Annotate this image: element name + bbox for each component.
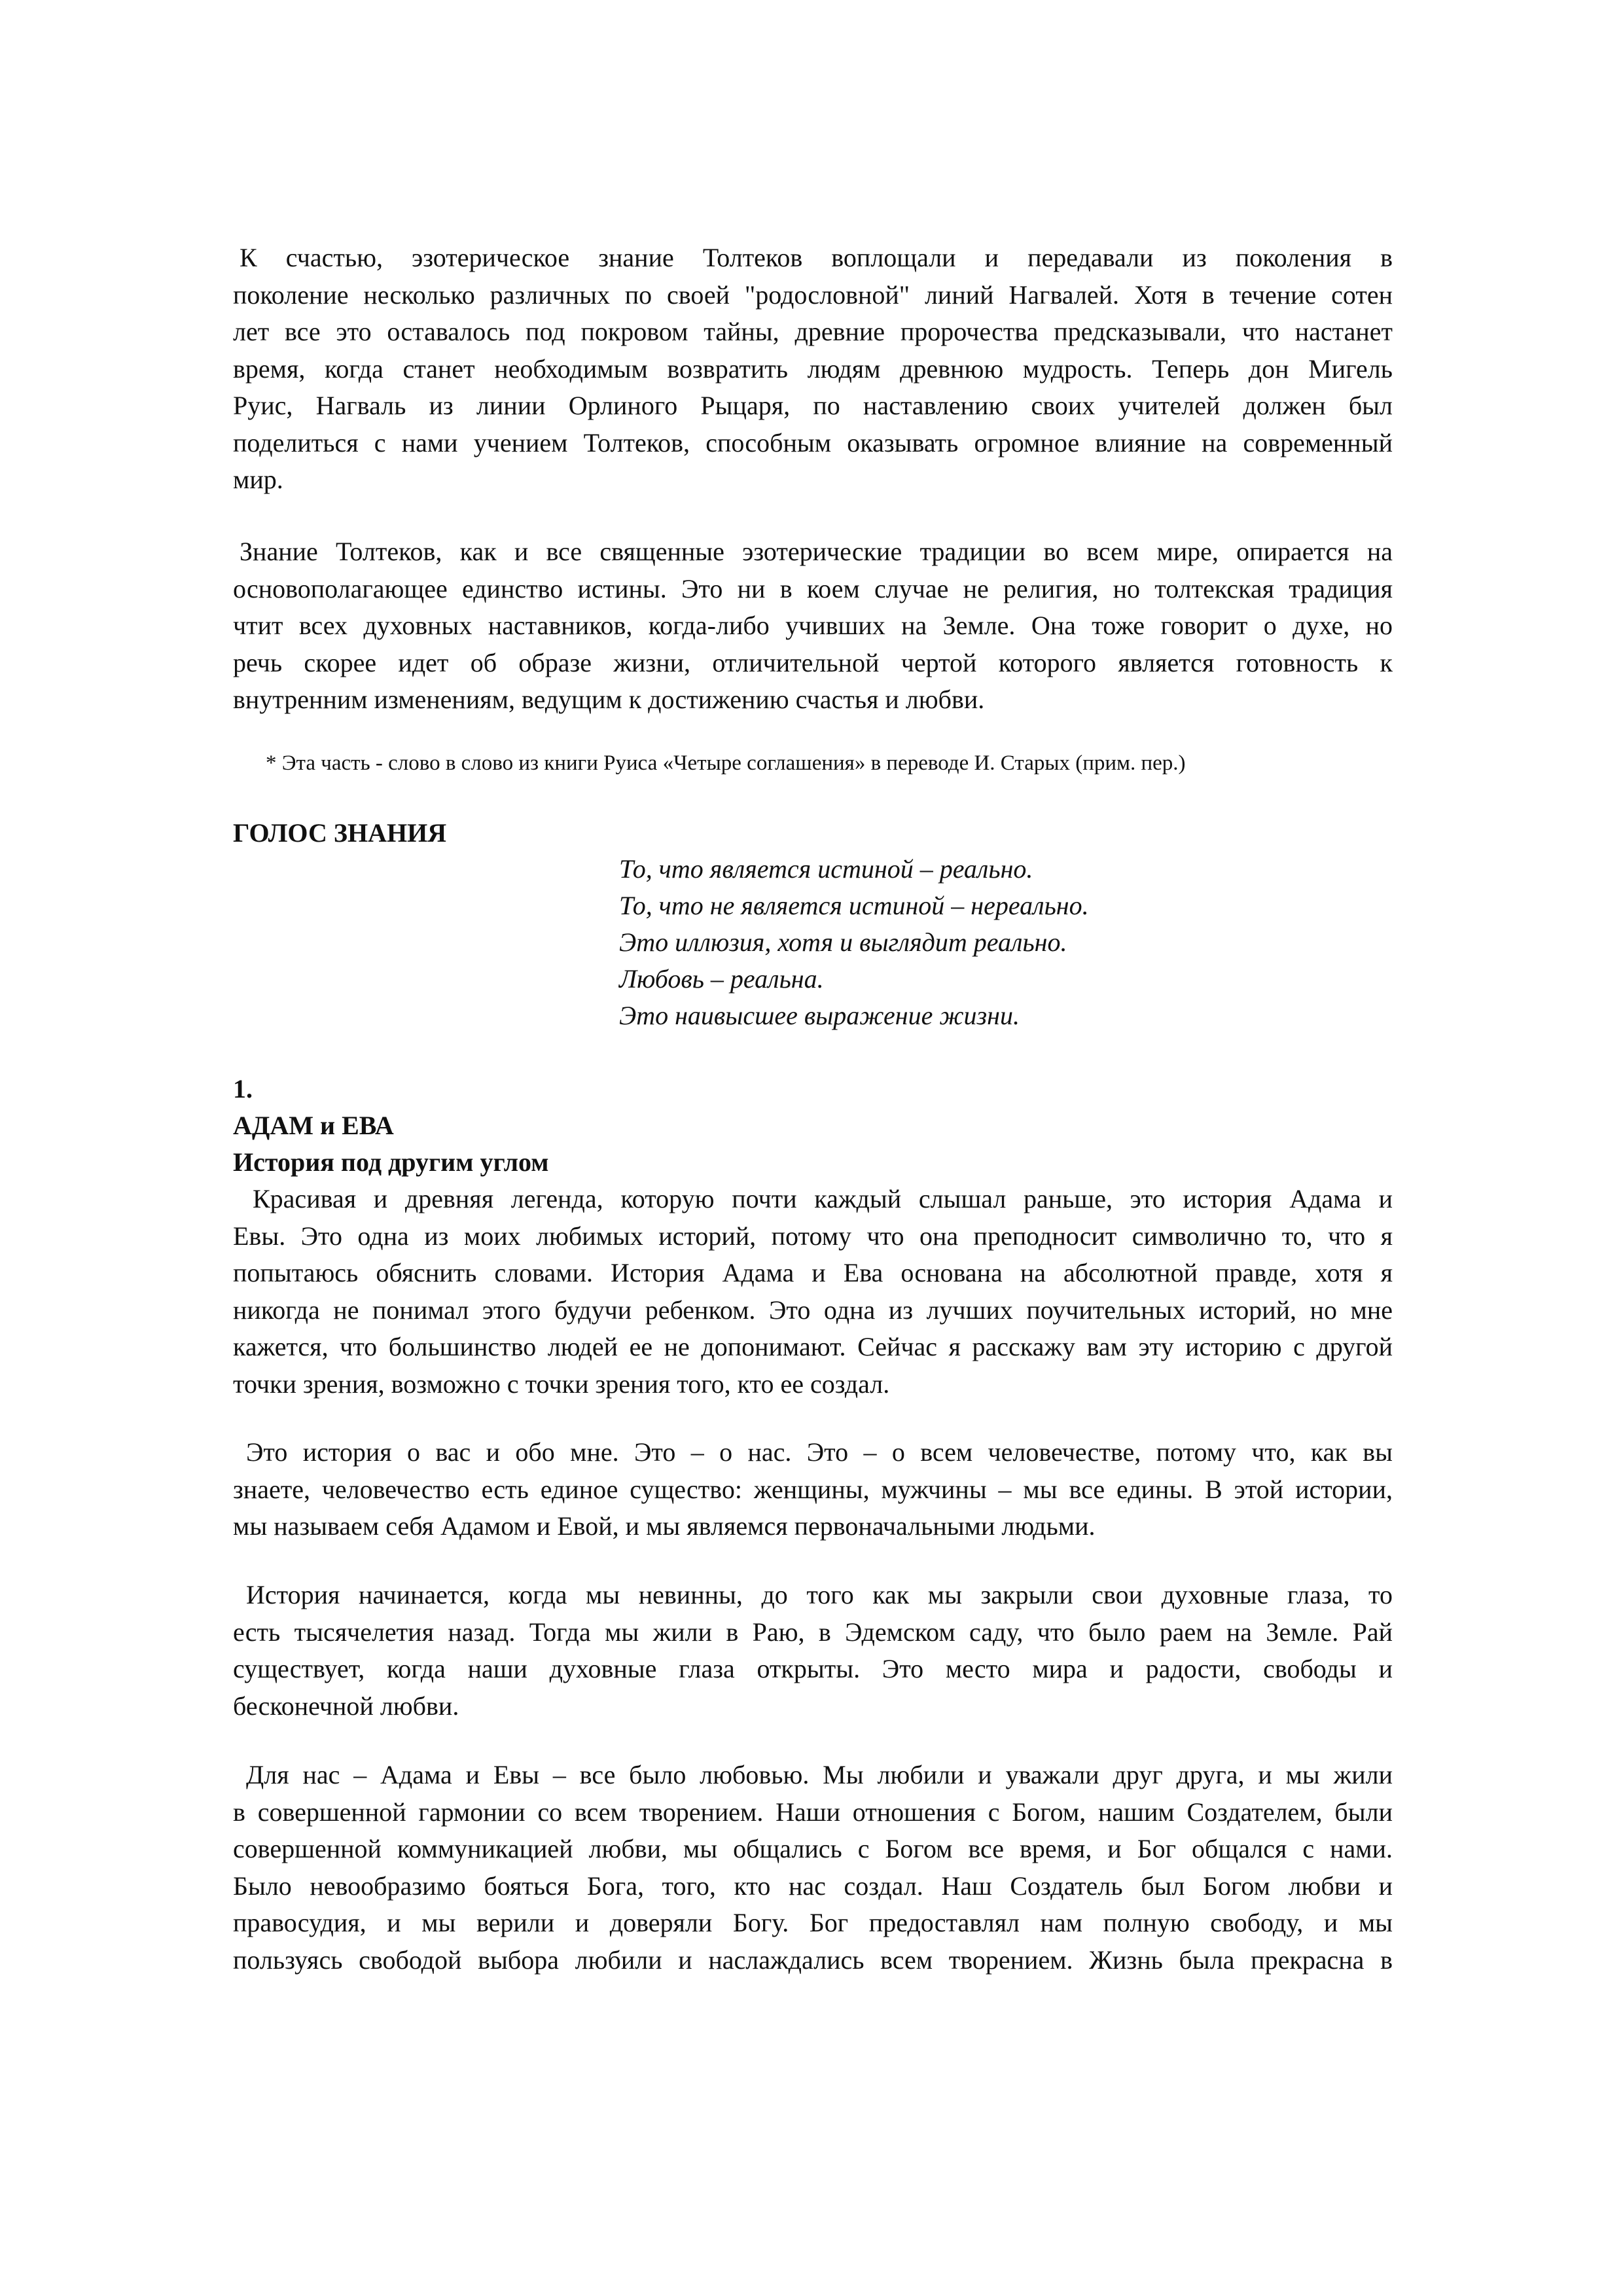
text-line: бесконечной любви. — [233, 1691, 459, 1721]
chapter-paragraph-2 — [233, 1434, 1393, 1545]
text-line: никогда не понимал этого будучи ребенком. Это одна из лучших поучительных историй, но мне — [233, 1295, 1393, 1325]
footnote-text: * Эта часть - слово в слово из книги Руиса «Четыре соглашения» в переводе И. Старых (прим. пер.) — [266, 751, 1186, 775]
text-line: существует, когда наши духовные глаза открыты. Это место мира и радости, свободы и — [233, 1654, 1393, 1683]
text-line: есть тысячелетия назад. Тогда мы жили в Раю, в Эдемском саду, что было раем на Земле. Рай — [233, 1617, 1393, 1647]
intro-paragraph-1 — [233, 240, 1393, 499]
epigraph-line: Это иллюзия, хотя и выглядит реально. — [619, 927, 1067, 957]
chapter-heading — [233, 1071, 1393, 1181]
text-line: К счастью, эзотерическое знание Толтеков воплощали и передавали из поколения в — [240, 243, 1393, 272]
intro-paragraph-2 — [233, 533, 1393, 719]
epigraph-line: Любовь – реальна. — [619, 964, 824, 994]
text-line: правосудия, и мы верили и доверяли Богу. Бог предоставлял нам полную свободу, и мы — [233, 1908, 1393, 1937]
text-line: Знание Толтеков, как и все священные эзотерические традиции во всем мире, опирается на — [240, 537, 1393, 566]
text-line: мы называем себя Адамом и Евой, и мы являемся первоначальными людьми. — [233, 1511, 1096, 1541]
text-line: пользуясь свободой выбора любили и наслаждались всем творением. Жизнь была прекрасна в — [233, 1945, 1393, 1975]
text-line: лет все это оставалось под покровом тайны, древние пророчества предсказывали, что настанет — [233, 317, 1393, 346]
text-line: чтит всех духовных наставников, когда-либо учивших на Земле. Она тоже говорит о духе, но — [233, 611, 1393, 640]
text-line: основополагающее единство истины. Это ни в коем случае не религия, но толтекская традиция — [233, 573, 1393, 603]
epigraph-line: То, что не является истиной – нереально. — [619, 891, 1089, 920]
text-line: речь скорее идет об образе жизни, отличительной чертой которого является готовность к — [233, 647, 1393, 677]
text-line: Евы. Это одна из моих любимых историй, потому что она преподносит символично то, что я — [233, 1221, 1393, 1251]
text-line: История начинается, когда мы невинны, до того как мы закрыли свои духовные глаза, то — [246, 1580, 1393, 1609]
text-line: знаете, человечество есть единое существо: женщины, мужчины – мы все едины. В этой истории, — [233, 1474, 1393, 1504]
text-line: совершенной коммуникацией любви, мы общались с Богом все время, и Бог общался с нами. — [233, 1834, 1393, 1863]
text-line: Красивая и древняя легенда, которую почти каждый слышал раньше, это история Адама и — [253, 1184, 1393, 1213]
chapter-subtitle: История под другим углом — [233, 1147, 549, 1177]
footnote — [233, 747, 1393, 779]
chapter-number: 1. — [233, 1074, 253, 1103]
section-title: ГОЛОС ЗНАНИЯ — [233, 818, 447, 848]
text-line: мир. — [233, 465, 283, 494]
text-line: кажется, что большинство людей ее не допонимают. Сейчас я расскажу вам эту историю с другой — [233, 1332, 1393, 1361]
text-line: Это история о вас и обо мне. Это – о нас. Это – о всем человечестве, потому что, как вы — [246, 1437, 1393, 1467]
text-line: Для нас – Адама и Евы – все было любовью. Мы любили и уважали друг друга, и мы жили — [246, 1760, 1393, 1789]
chapter-title: АДАМ и ЕВА — [233, 1111, 394, 1140]
chapter-paragraph-4 — [233, 1757, 1393, 1979]
text-line: время, когда станет необходимым возвратить людям древнюю мудрость. Теперь дон Мигель — [233, 353, 1393, 384]
text-line: внутренним изменениям, ведущим к достижению счастья и любви. — [233, 685, 985, 714]
text-line: в совершенной гармонии со всем творением. Наши отношения с Богом, нашим Создателем, были — [233, 1797, 1393, 1827]
text-line: поколение несколько различных по своей "родословной" линий Нагвалей. Хотя в течение сотен — [233, 279, 1393, 310]
epigraph — [619, 851, 1089, 1034]
section-heading — [233, 815, 1393, 852]
text-line: точки зрения, возможно с точки зрения того, кто ее создал. — [233, 1369, 890, 1399]
chapter-paragraph-3 — [233, 1577, 1393, 1725]
text-line: попытаюсь обяснить словами. История Адама и Ева основана на абсолютной правде, хотя я — [233, 1258, 1393, 1287]
text-line: Руис, Нагваль из линии Орлиного Рыцаря, по наставлению своих учителей должен был — [233, 391, 1393, 420]
text-line: поделиться с нами учением Толтеков, способным оказывать огромное влияние на современный — [233, 427, 1393, 457]
chapter-paragraph-1 — [233, 1181, 1393, 1403]
epigraph-line: Это наивысшее выражение жизни. — [619, 1001, 1020, 1030]
text-line: Было невообразимо бояться Бога, того, кто нас создал. Наш Создатель был Богом любви и — [233, 1871, 1393, 1901]
epigraph-line: То, что является истиной – реально. — [619, 854, 1033, 884]
